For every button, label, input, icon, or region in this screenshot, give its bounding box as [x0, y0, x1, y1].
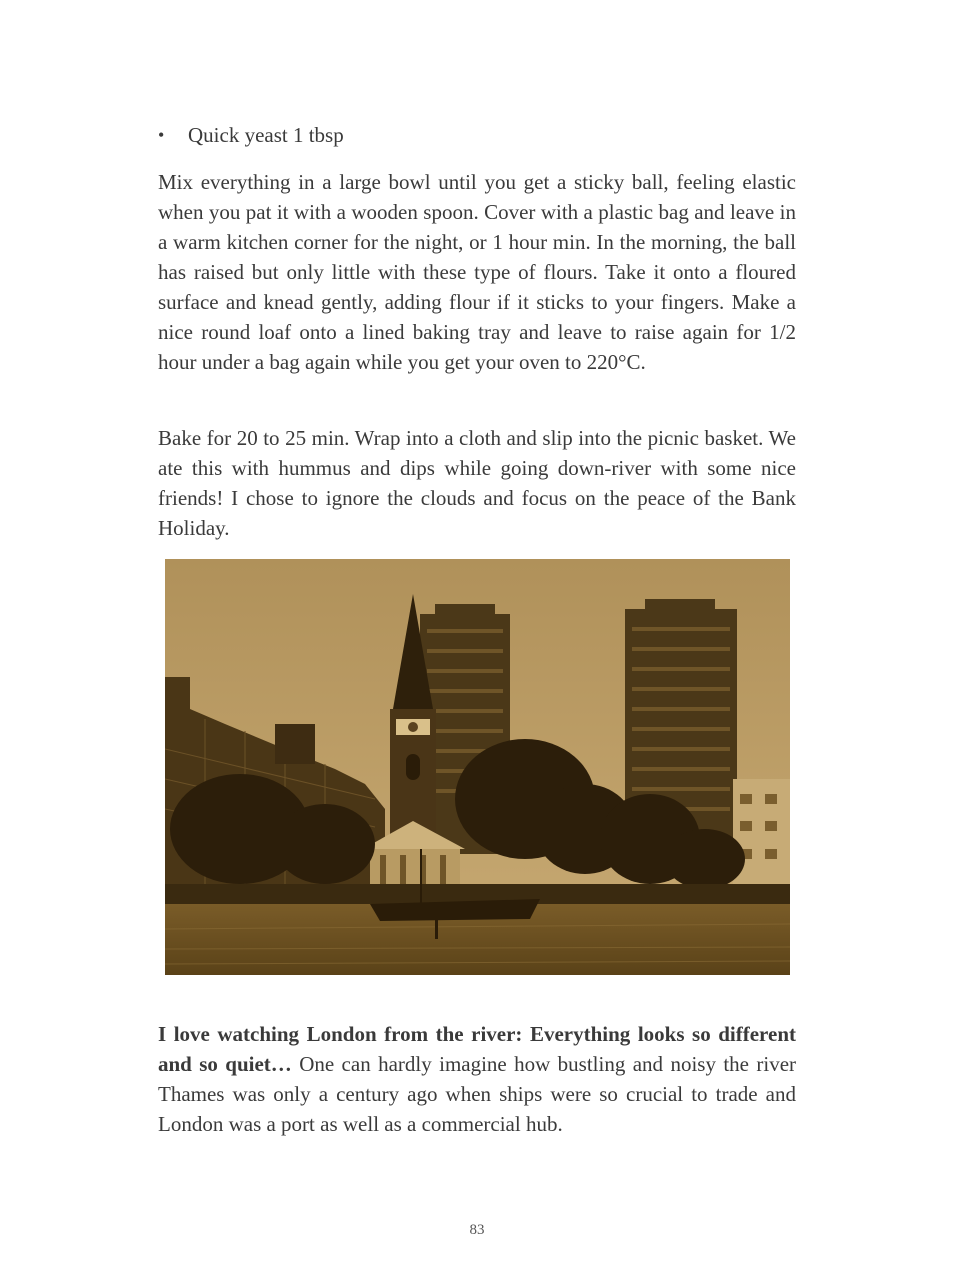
ingredient-list-item	[158, 120, 344, 150]
method-paragraph-2: Bake for 20 to 25 min. Wrap into a cloth and slip into the picnic basket. We ate this with hummus and dips while going down-river with some nice friends! I chose to ignore the clouds and focus on the peace of the Bank Holiday.	[158, 426, 796, 540]
caption-bold-lead: I love watching London from the river: Everything looks so different and so quiet…	[158, 1022, 796, 1076]
method-paragraph-1: Mix everything in a large bowl until you get a sticky ball, feeling elastic when you pat it with a wooden spoon. Cover with a plastic bag and leave in a warm kitchen corner for the night, or 1 hour min. In the morning, the ball has raised but only little with these type of flours. Take it onto a floured surface and knead gently, adding flour if it sticks to your fingers. Make a nice round loaf onto a lined baking tray and leave to raise again for 1/2 hour under a bag again while you get your oven to 220°C.	[158, 170, 796, 374]
bullet-icon: •	[158, 125, 165, 145]
caption-paragraph	[158, 1019, 796, 1139]
caption-body: One can hardly imagine how bustling and noisy the river Thames was only a century ago when ships were so crucial to trade and London was a port as well as a commercial hub.	[158, 1052, 797, 1136]
thames-riverside-photo	[165, 559, 790, 975]
ingredient-text: Quick yeast 1 tbsp	[188, 123, 344, 147]
page-number: 83	[469, 1222, 485, 1238]
